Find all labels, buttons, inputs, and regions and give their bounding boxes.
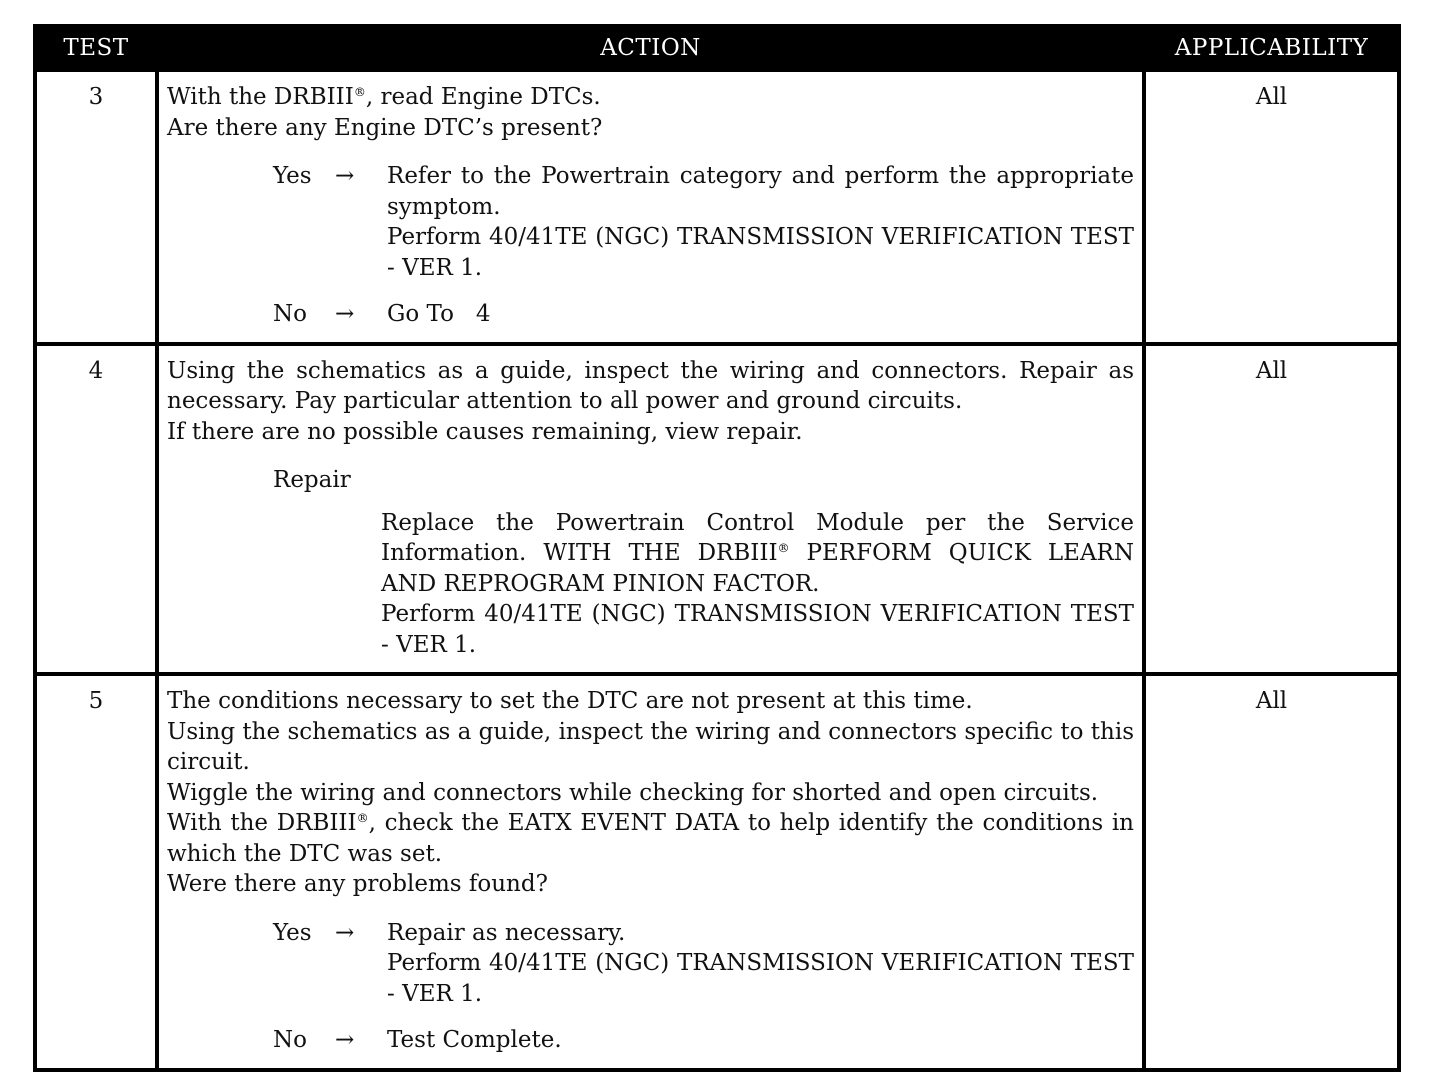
repair-label: Repair	[273, 467, 351, 493]
test-number: 3	[35, 70, 157, 344]
diagnostic-test-table	[33, 24, 1401, 1072]
arrow-right-icon: →	[335, 919, 355, 946]
answer-line: Test Complete.	[387, 1027, 562, 1053]
action-cell	[157, 70, 1144, 344]
table-header-row	[35, 26, 1399, 70]
action-line: Using the schematics as a guide, inspect the wiring and connectors. Repair as necessary. Pay particular attention to all power and ground circuits.	[167, 357, 1134, 414]
applicability-value: All	[1144, 344, 1399, 675]
action-line: With the DRBIII®, read Engine DTCs.	[167, 84, 601, 110]
answer-list	[167, 161, 1134, 330]
action-cell	[157, 674, 1144, 1070]
action-line: Were there any problems found?	[167, 871, 548, 897]
answer-label: No	[273, 301, 307, 327]
answer-text	[387, 161, 1134, 283]
registered-mark: ®	[777, 541, 790, 555]
answer-list	[167, 918, 1134, 1056]
header-test: TEST	[35, 26, 157, 70]
registered-mark: ®	[353, 85, 366, 99]
repair-text	[381, 508, 1134, 661]
answer-yes	[167, 161, 1134, 283]
header-action: ACTION	[157, 26, 1144, 70]
action-line: Are there any Engine DTC’s present?	[167, 114, 603, 141]
table-row-test-3	[35, 70, 1399, 344]
answer-label: Yes	[273, 163, 312, 189]
answer-line: Refer to the Powertrain category and perform the appropriate symptom.	[387, 163, 1134, 220]
answer-line: Go To 4	[387, 301, 491, 327]
test-number: 5	[35, 674, 157, 1070]
registered-mark: ®	[356, 811, 369, 825]
test-number: 4	[35, 344, 157, 675]
applicability-value: All	[1144, 70, 1399, 344]
answer-label: No	[273, 1027, 307, 1053]
answer-yes	[167, 918, 1134, 1010]
answer-text	[387, 918, 1134, 1010]
answer-label: Yes	[273, 919, 312, 946]
repair-line: Replace the Powertrain Control Module per the Service Information. WITH THE DRBIII® PERFORM QUICK LEARN AND REPROGRAM PINION FACTOR.	[381, 509, 1134, 597]
action-line: With the DRBIII®, check the EATX EVENT DATA to help identify the conditions in which the DTC was set.	[167, 810, 1134, 867]
repair-block	[167, 465, 1134, 660]
answer-no	[167, 1025, 1134, 1056]
action-line: If there are no possible causes remaining, view repair.	[167, 418, 803, 445]
arrow-right-icon: →	[335, 1027, 355, 1053]
action-line: The conditions necessary to set the DTC are not present at this time.	[167, 688, 973, 714]
answer-line: Perform 40/41TE (NGC) TRANSMISSION VERIFICATION TEST - VER 1.	[387, 950, 1134, 1007]
answer-line: Perform 40/41TE (NGC) TRANSMISSION VERIFICATION TEST - VER 1.	[387, 224, 1134, 281]
answer-no	[167, 299, 1134, 330]
action-cell	[157, 344, 1144, 675]
header-applicability: APPLICABILITY	[1144, 26, 1399, 70]
answer-text	[387, 299, 1134, 330]
arrow-right-icon: →	[335, 163, 355, 189]
action-line: Wiggle the wiring and connectors while checking for shorted and open circuits.	[167, 779, 1099, 806]
action-line: Using the schematics as a guide, inspect the wiring and connectors specific to this circuit.	[167, 718, 1134, 775]
applicability-value: All	[1144, 674, 1399, 1070]
repair-line: Perform 40/41TE (NGC) TRANSMISSION VERIFICATION TEST - VER 1.	[381, 601, 1134, 658]
answer-text	[387, 1025, 1134, 1056]
procedure-page	[33, 24, 1397, 1072]
answer-line: Repair as necessary.	[387, 919, 626, 946]
arrow-right-icon: →	[335, 301, 355, 327]
table-row-test-4	[35, 344, 1399, 675]
table-row-test-5	[35, 674, 1399, 1070]
